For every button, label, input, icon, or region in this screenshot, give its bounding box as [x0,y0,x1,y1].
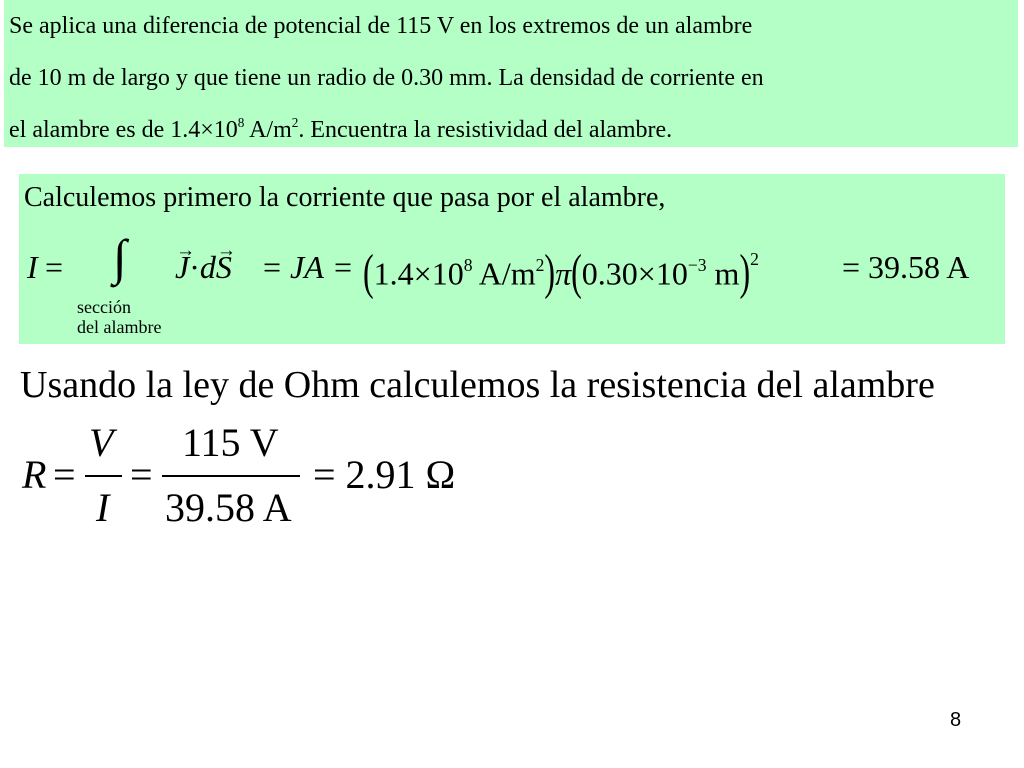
current-equals-1: = [45,249,64,285]
ohm-numerator: 115 V [182,420,279,465]
integral-region-line-1: sección [77,297,131,317]
current-outer-exp: 2 [750,249,759,269]
current-exp-8: 8 [463,255,473,276]
integral-sign: ∫ [113,229,127,285]
current-exp-minus-3: −3 [687,255,707,276]
ohm-r: R [22,452,47,497]
current-factor-2: 0.30×10 [581,255,688,292]
problem-line-3-mid: A/m [244,116,292,143]
ohm-v: V [89,420,114,465]
ohm-equals-1: = [53,452,76,497]
fraction-bar-1 [85,475,122,477]
problem-line-3-pre: el alambre es de 1.4×10 [9,116,238,143]
problem-exp-8: 8 [237,115,245,130]
fraction-bar-2 [162,475,300,477]
close-paren-1: ) [544,243,556,300]
current-unit-1: A/m [472,255,536,292]
current-factor-1: 1.4×10 [373,255,464,292]
vector-j: → J [175,251,189,283]
problem-line-1: Se aplica una diferencia de potencial de 115 V en los extremos de un alambre [9,13,753,39]
problem-exp-2: 2 [291,115,299,130]
problem-line-3 [9,116,672,142]
current-dot-product [175,251,232,283]
problem-line-2: de 10 m de largo y que tiene un radio de 0.30 mm. La densidad de corriente en [9,65,764,91]
differential-d: d [199,249,216,285]
dot-operator: · [189,249,200,285]
current-ja: JA [290,249,324,285]
ohm-equals-2: = [130,452,153,497]
current-result: = 39.58 A [842,249,970,285]
close-paren-2: ) [739,243,751,300]
ohm-result: = 2.91 Ω [313,452,456,497]
current-intro: Calculemos primero la corriente que pasa por el alambre, [24,182,666,213]
ohm-i: I [96,485,110,530]
open-paren-2: ( [571,243,582,300]
current-unit-2: m [706,255,740,292]
problem-line-3-post: . Encuentra la resistividad del alambre. [298,116,673,143]
current-equals-2: = [263,249,282,285]
vector-s: → S [216,251,232,283]
ohm-denominator: 39.58 A [165,485,292,530]
integral-region-line-2: del alambre [77,317,162,337]
current-lhs: I [27,249,38,285]
open-paren-1: ( [363,243,374,300]
current-exp-2: 2 [535,255,545,276]
page-number: 8 [950,709,962,731]
ohm-intro: Usando la ley de Ohm calculemos la resistencia del alambre [20,364,935,406]
current-expression [363,243,759,300]
current-equals-3: = [334,249,353,285]
pi-symbol: π [555,255,572,292]
